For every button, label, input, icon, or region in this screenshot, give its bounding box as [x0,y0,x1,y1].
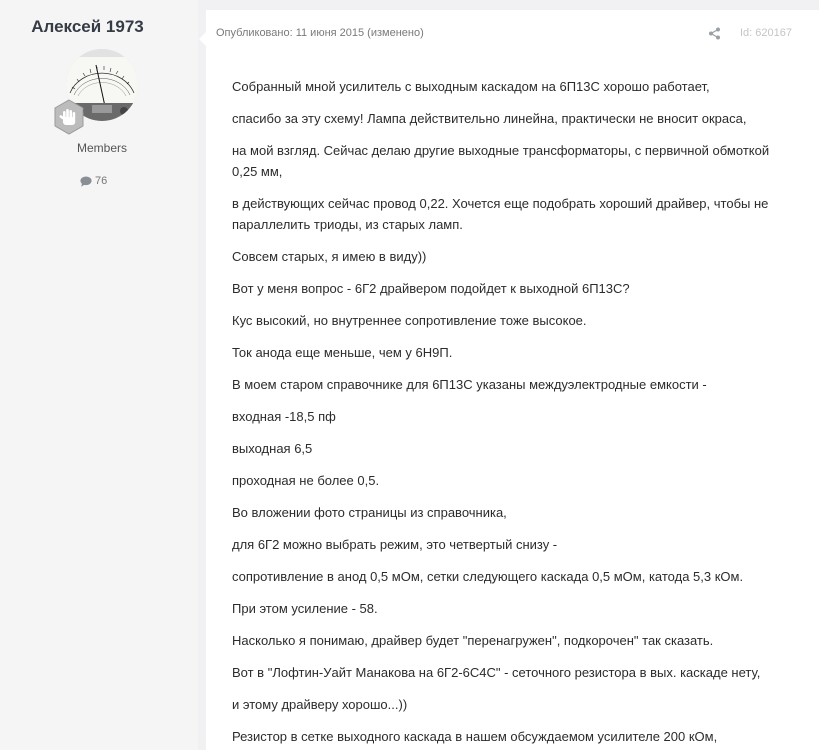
post-paragraph: Вот у меня вопрос - 6Г2 драйвером подойдет к выходной 6П13С? [232,281,630,296]
post-paragraph: Резистор в сетке выходного каскада в нашем обсуждаемом усилителе 200 кОм, [232,729,718,744]
post-paragraph: входная -18,5 пф [232,409,336,424]
member-group-label: Members [76,141,127,155]
post-paragraph: Ток анода еще меньше, чем у 6Н9П. [232,345,453,360]
author-name[interactable]: Алексей 1973 [31,17,144,36]
post-content [206,10,819,750]
post-paragraph: сопротивление в анод 0,5 мОм, сетки следующего каскада 0,5 мОм, катода 5,3 кОм. [232,569,744,584]
post-paragraph: Кус высокий, но внутреннее сопротивление тоже высокое. [232,313,587,328]
post-paragraph: При этом усиление - 58. [232,601,378,616]
post-paragraph: проходная не более 0,5. [232,473,380,488]
post-paragraph: В моем старом справочнике для 6П13С указаны междуэлектродные емкости - [232,377,707,392]
post-paragraph: на мой взгляд. Сейчас делаю другие выходные трансформаторы, с первичной обмоткой 0,25 мм, [232,143,770,179]
post-paragraph: для 6Г2 можно выбрать режим, это четвертый снизу - [232,537,558,552]
comment-icon [80,176,92,187]
post-paragraph: Во вложении фото страницы из справочника, [232,505,507,520]
post-paragraph: Собранный мной усилитель с выходным каскадом на 6П13С хорошо работает, [232,79,710,94]
post-paragraph: Насколько я понимаю, драйвер будет "перенагружен", подкорочен" так сказать. [232,633,714,648]
post-count[interactable] [80,175,107,187]
hand-badge-icon [53,99,85,135]
post-count-value: 76 [95,175,108,187]
post-paragraph: Совсем старых, я имею в виду)) [232,249,427,264]
post-paragraph: выходная 6,5 [232,441,313,456]
post-paragraph: спасибо за эту схему! Лампа действительно линейна, практически не вносит окраса, [232,111,747,126]
post-paragraph: и этому драйверу хорошо...)) [232,697,408,712]
post-meta[interactable]: Опубликовано: 11 июня 2015 (изменено) [216,27,424,39]
post-paragraph: Вот в "Лофтин-Уайт Манакова на 6Г2-6С4С" - сеточного резистора в вых. каскаде нету, [232,665,761,680]
share-icon[interactable] [708,27,721,40]
post-id: Id: 620167 [740,27,792,39]
post-paragraph: в действующих сейчас провод 0,22. Хочется еще подобрать хороший драйвер, чтобы не параллелить триоды, из старых ламп. [232,196,769,232]
post-body [232,76,792,750]
author-sidebar [0,0,198,750]
